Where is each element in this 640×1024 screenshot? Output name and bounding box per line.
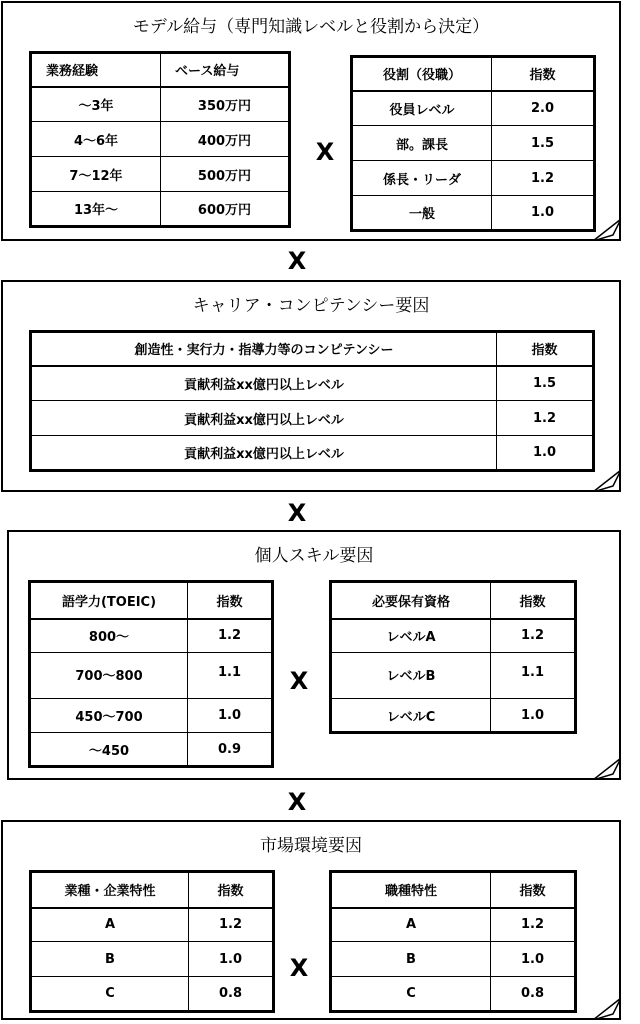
index-header: 指数 — [491, 872, 576, 908]
table-cell: 貢献利益xx億円以上レベル — [31, 401, 497, 436]
table-cell: 1.0 — [491, 699, 576, 733]
table-cell: 1.2 — [497, 401, 594, 436]
table-cell: レベルB — [331, 653, 491, 699]
table-cell: 1.5 — [497, 366, 594, 401]
page-fold-icon — [593, 758, 621, 780]
table-cell: 0.9 — [188, 733, 273, 767]
table-cell: 500万円 — [161, 157, 290, 192]
career-panel — [1, 280, 621, 492]
table-cell: レベルC — [331, 699, 491, 733]
table-cell: C — [331, 977, 491, 1012]
table-cell: 係長・リーダ — [352, 161, 492, 196]
language-table — [28, 580, 274, 768]
table-cell: 1.2 — [492, 161, 595, 196]
table-cell: 350万円 — [161, 87, 290, 122]
index-header: 指数 — [497, 332, 594, 366]
table-cell: 1.5 — [492, 126, 595, 161]
experience-table — [29, 51, 291, 228]
table-cell: 700～800 — [30, 653, 188, 699]
table-cell: B — [31, 942, 189, 977]
index-header: 指数 — [189, 872, 274, 908]
table-cell: 貢献利益xx億円以上レベル — [31, 436, 497, 471]
table-cell: 1.2 — [188, 619, 273, 653]
table-cell: B — [331, 942, 491, 977]
multiply-symbol: X — [287, 247, 307, 275]
role-header: 役割（役職） — [352, 57, 492, 91]
table-cell: 4～6年 — [31, 122, 161, 157]
language-header: 語学力(TOEIC) — [30, 582, 188, 619]
base-salary-header: ベース給与 — [161, 53, 290, 87]
table-cell: A — [31, 908, 189, 942]
page-fold-icon — [593, 998, 621, 1020]
table-cell: 450～700 — [30, 699, 188, 733]
index-header: 指数 — [188, 582, 273, 619]
table-cell: 1.0 — [497, 436, 594, 471]
table-cell: 役員レベル — [352, 91, 492, 126]
table-cell: 800～ — [30, 619, 188, 653]
industry-table — [29, 870, 275, 1013]
role-table — [350, 55, 596, 232]
table-cell: 1.2 — [491, 908, 576, 942]
table-cell: 7～12年 — [31, 157, 161, 192]
qualification-table — [329, 580, 577, 734]
model-salary-panel — [1, 1, 621, 241]
table-cell: 1.2 — [189, 908, 274, 942]
career-title: キャリア・コンピテンシー要因 — [192, 296, 430, 316]
multiply-symbol: X — [287, 499, 307, 527]
job-type-table — [329, 870, 577, 1013]
table-cell: レベルA — [331, 619, 491, 653]
table-cell: 貢献利益xx億円以上レベル — [31, 366, 497, 401]
multiply-symbol: X — [289, 667, 309, 695]
table-cell: 600万円 — [161, 192, 290, 227]
table-cell: 1.2 — [491, 619, 576, 653]
market-title: 市場環境要因 — [260, 836, 362, 856]
multiply-symbol: X — [287, 788, 307, 816]
multiply-symbol: X — [315, 138, 335, 166]
experience-header: 業務経験 — [31, 53, 161, 87]
personal-skill-title: 個人スキル要因 — [254, 546, 374, 566]
table-cell: 1.0 — [188, 699, 273, 733]
table-cell: 13年～ — [31, 192, 161, 227]
competency-header: 創造性・実行力・指導力等のコンピテンシー — [31, 332, 497, 366]
table-cell: 0.8 — [491, 977, 576, 1012]
index-header: 指数 — [492, 57, 595, 91]
multiply-symbol: X — [289, 954, 309, 982]
table-cell: ～450 — [30, 733, 188, 767]
qualification-header: 必要保有資格 — [331, 582, 491, 619]
table-cell: 0.8 — [189, 977, 274, 1012]
page-fold-icon — [593, 470, 621, 492]
table-cell: C — [31, 977, 189, 1012]
table-cell: 2.0 — [492, 91, 595, 126]
table-cell: 1.1 — [188, 653, 273, 699]
table-cell: 1.0 — [492, 196, 595, 231]
table-cell: 1.1 — [491, 653, 576, 699]
table-cell: 一般 — [352, 196, 492, 231]
personal-skill-panel — [7, 530, 621, 780]
model-salary-title: モデル給与（専門知識レベルと役割から決定） — [132, 17, 490, 37]
table-cell: 400万円 — [161, 122, 290, 157]
table-cell: 1.0 — [491, 942, 576, 977]
industry-header: 業種・企業特性 — [31, 872, 189, 908]
index-header: 指数 — [491, 582, 576, 619]
job-type-header: 職種特性 — [331, 872, 491, 908]
table-cell: 部。課長 — [352, 126, 492, 161]
competency-table — [29, 330, 595, 472]
table-cell: ～3年 — [31, 87, 161, 122]
page-fold-icon — [593, 219, 621, 241]
table-cell: A — [331, 908, 491, 942]
table-cell: 1.0 — [189, 942, 274, 977]
market-panel — [1, 820, 621, 1020]
